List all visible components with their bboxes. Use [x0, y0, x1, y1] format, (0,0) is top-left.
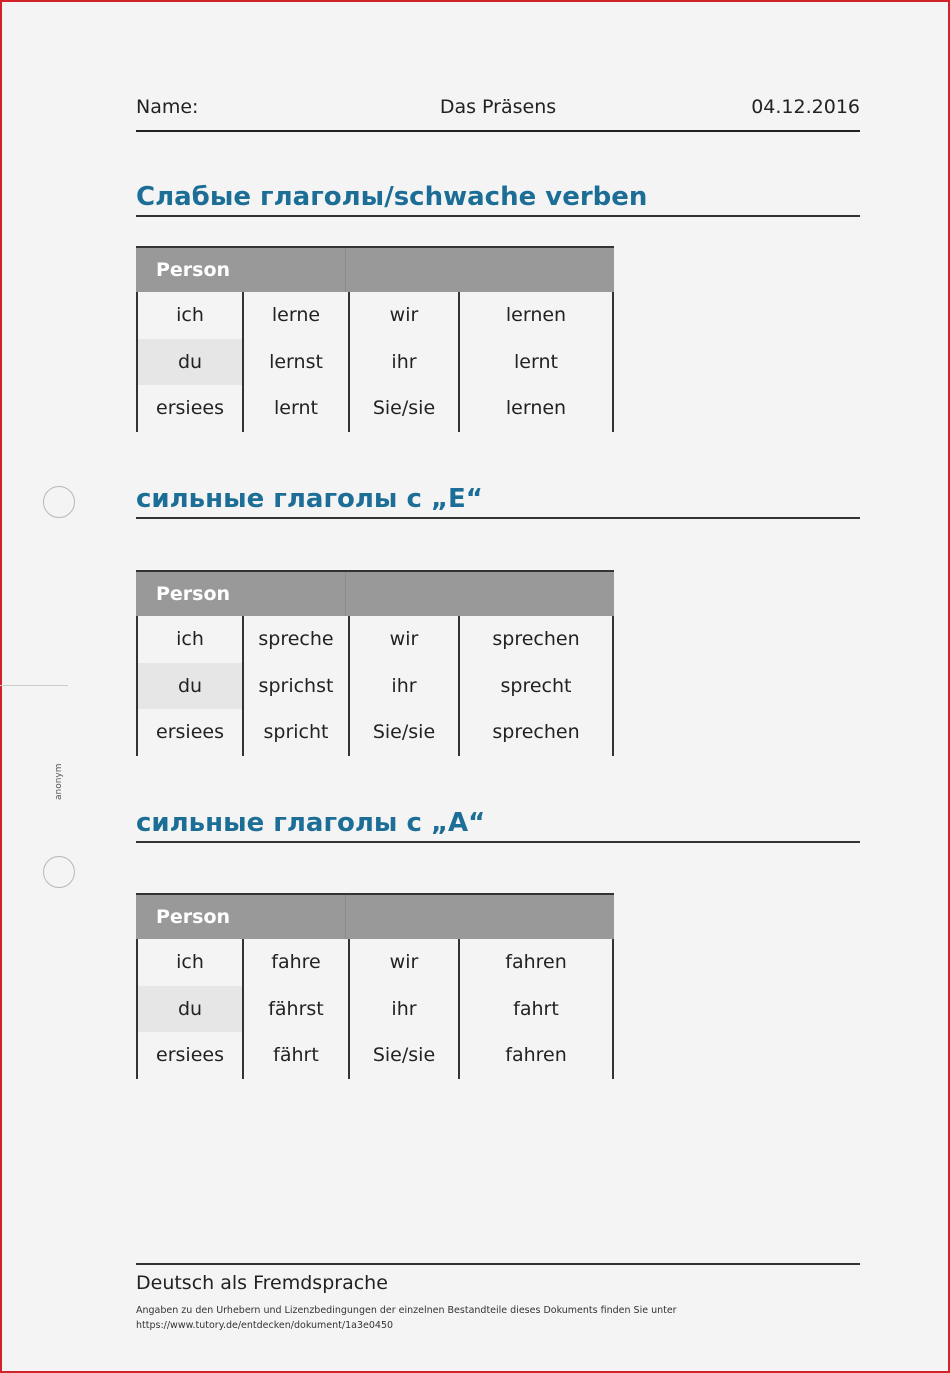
- verb-form-cell: fahrt: [458, 986, 614, 1033]
- footer-divider: [136, 1263, 860, 1265]
- verb-form-cell: lernst: [242, 339, 348, 386]
- section-title-weak-verbs: Слабые глаголы/schwache verben: [136, 181, 860, 217]
- verb-form-cell: lernen: [458, 385, 614, 432]
- name-label: Name:: [136, 96, 199, 118]
- conjugation-table-strong-a: [136, 893, 614, 1079]
- verb-form-cell: spreche: [242, 616, 348, 663]
- pronoun-cell: ich: [136, 616, 242, 663]
- verb-form-cell: sprechen: [458, 616, 614, 663]
- verb-form-cell: fährt: [242, 1032, 348, 1079]
- table-row: [136, 986, 614, 1033]
- header-divider: [345, 895, 346, 939]
- table-row: [136, 292, 614, 339]
- table-header: [136, 570, 614, 616]
- pronoun-cell: Sie/sie: [348, 709, 458, 756]
- section-title-strong-e: сильные глаголы с „E“: [136, 483, 860, 519]
- pronoun-cell: ersiees: [136, 385, 242, 432]
- verb-form-cell: fahren: [458, 1032, 614, 1079]
- license-text: Angaben zu den Urhebern und Lizenzbedingungen der einzelnen Bestandteile dieses Dokuments finden Sie unter: [136, 1305, 677, 1316]
- punch-hole-icon: [43, 856, 75, 888]
- verb-form-cell: lernt: [242, 385, 348, 432]
- fold-mark: [0, 685, 68, 686]
- pronoun-cell: ich: [136, 939, 242, 986]
- pronoun-cell: ihr: [348, 339, 458, 386]
- pronoun-cell: wir: [348, 292, 458, 339]
- verb-form-cell: sprichst: [242, 663, 348, 710]
- conjugation-table-strong-e: [136, 570, 614, 756]
- pronoun-cell: wir: [348, 616, 458, 663]
- table-row: [136, 616, 614, 663]
- header-divider: [345, 248, 346, 292]
- worksheet-title: Das Präsens: [439, 96, 557, 118]
- section-title-strong-a: сильные глаголы с „A“: [136, 807, 860, 843]
- pronoun-cell: du: [136, 663, 242, 710]
- footer-title: Deutsch als Fremdsprache: [136, 1272, 388, 1294]
- pronoun-cell: du: [136, 986, 242, 1033]
- conjugation-table-weak: [136, 246, 614, 432]
- worksheet-date: 04.12.2016: [751, 96, 860, 118]
- author-label: anonym: [54, 763, 64, 800]
- pronoun-cell: ersiees: [136, 709, 242, 756]
- person-header: Person: [156, 583, 231, 605]
- table-header: [136, 246, 614, 292]
- verb-form-cell: fahre: [242, 939, 348, 986]
- verb-form-cell: sprechen: [458, 709, 614, 756]
- verb-form-cell: sprecht: [458, 663, 614, 710]
- table-row: [136, 339, 614, 386]
- table-row: [136, 939, 614, 986]
- worksheet-header: [136, 94, 860, 132]
- pronoun-cell: ihr: [348, 986, 458, 1033]
- verb-form-cell: lerne: [242, 292, 348, 339]
- punch-hole-icon: [43, 486, 75, 518]
- table-row: [136, 663, 614, 710]
- pronoun-cell: ersiees: [136, 1032, 242, 1079]
- table-row: [136, 385, 614, 432]
- table-row: [136, 709, 614, 756]
- license-url[interactable]: https://www.tutory.de/entdecken/dokument/1a3e0450: [136, 1320, 394, 1331]
- pronoun-cell: wir: [348, 939, 458, 986]
- verb-form-cell: lernen: [458, 292, 614, 339]
- pronoun-cell: du: [136, 339, 242, 386]
- pronoun-cell: ihr: [348, 663, 458, 710]
- verb-form-cell: fährst: [242, 986, 348, 1033]
- verb-form-cell: fahren: [458, 939, 614, 986]
- pronoun-cell: Sie/sie: [348, 385, 458, 432]
- license-note: [136, 1303, 677, 1333]
- table-row: [136, 1032, 614, 1079]
- header-divider: [345, 572, 346, 616]
- pronoun-cell: Sie/sie: [348, 1032, 458, 1079]
- person-header: Person: [156, 906, 231, 928]
- table-header: [136, 893, 614, 939]
- pronoun-cell: ich: [136, 292, 242, 339]
- verb-form-cell: spricht: [242, 709, 348, 756]
- verb-form-cell: lernt: [458, 339, 614, 386]
- person-header: Person: [156, 259, 231, 281]
